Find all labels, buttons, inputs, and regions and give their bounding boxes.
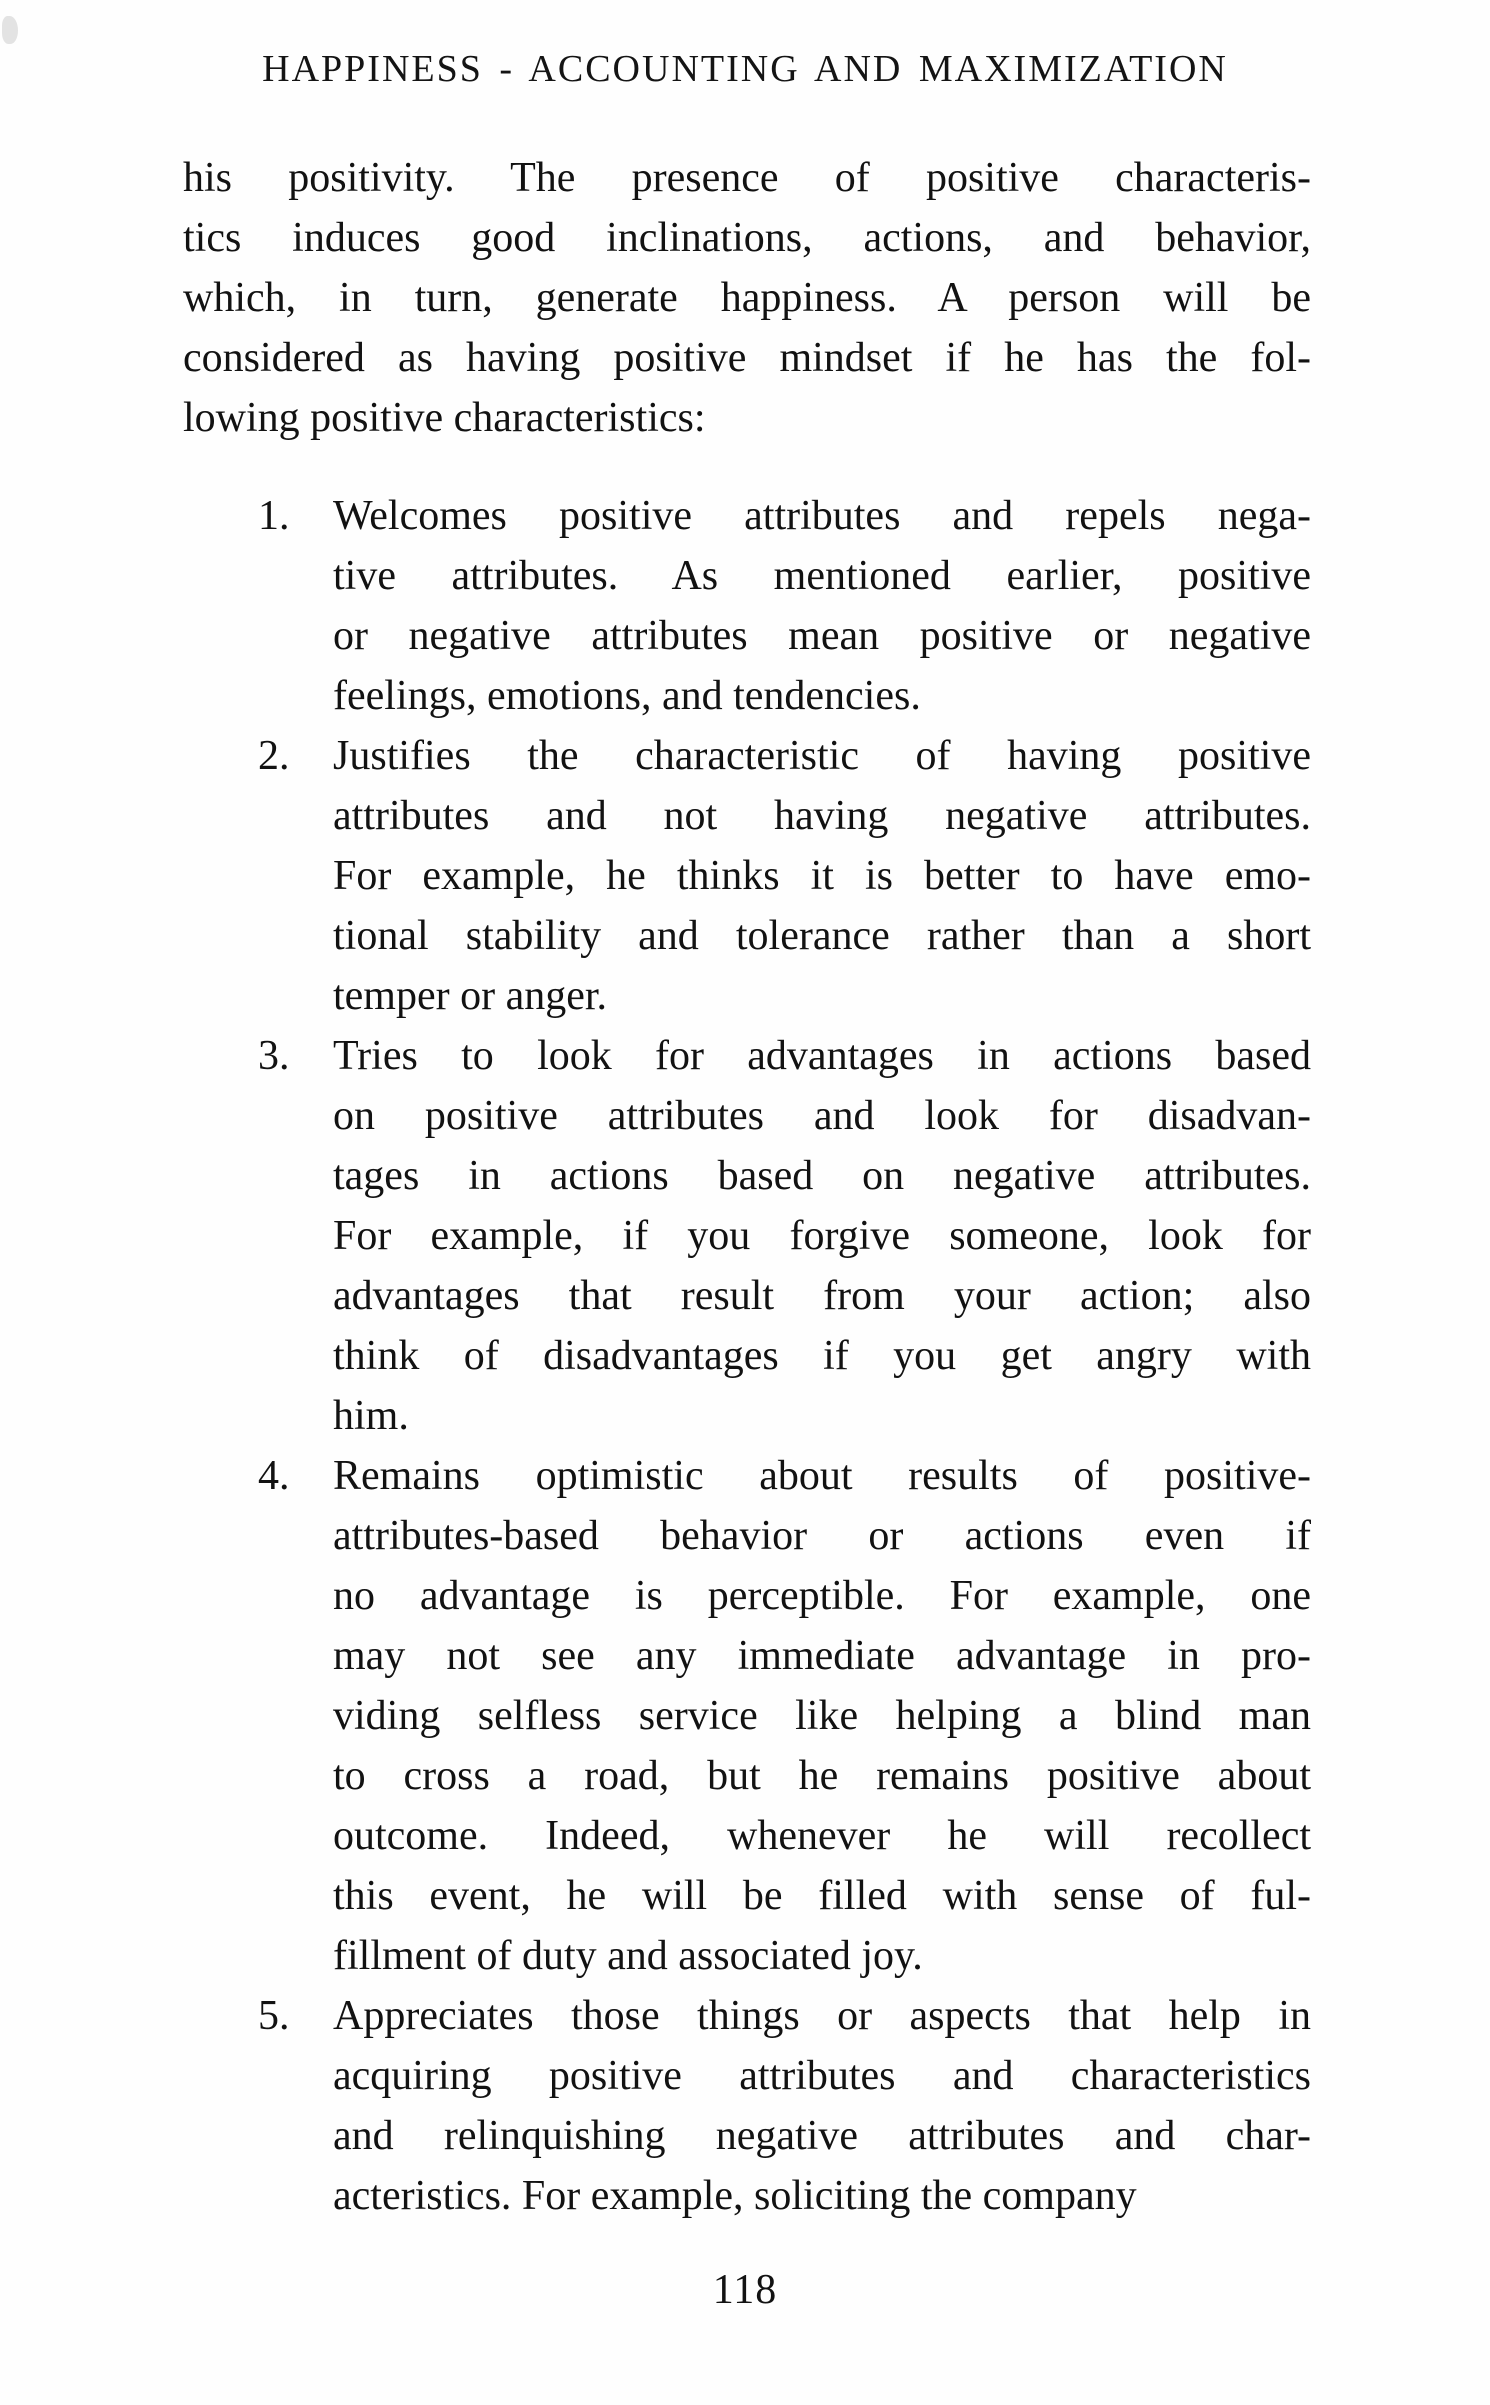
page-number: 118 (712, 2267, 778, 2313)
running-head: HAPPINESS - ACCOUNTING AND MAXIMIZATION (262, 48, 1228, 90)
text-line: tages in actions based on negative attributes. (333, 1153, 1311, 1199)
text-line: feelings, emotions, and tendencies. (333, 673, 921, 719)
list-item (258, 1986, 1311, 2226)
list-item (258, 486, 1311, 726)
text-line: this event, he will be filled with sense of ful- (333, 1873, 1311, 1919)
list-item-text (333, 1446, 1311, 1986)
text-line: advantages that result from your action; also (333, 1273, 1311, 1319)
list-item (258, 1026, 1311, 1446)
text-line: For example, he thinks it is better to have emo- (333, 853, 1311, 899)
text-line: For example, if you forgive someone, look for (333, 1213, 1311, 1259)
characteristics-list (258, 486, 1311, 2226)
text-line: Appreciates those things or aspects that help in (333, 1993, 1311, 2039)
list-item-number: 3. (258, 1033, 290, 1079)
text-line: Welcomes positive attributes and repels nega- (333, 493, 1311, 539)
text-line: which, in turn, generate happiness. A person will be (183, 275, 1311, 321)
text-line: considered as having positive mindset if he has the fol- (183, 335, 1311, 381)
text-line: acquiring positive attributes and characteristics (333, 2053, 1311, 2099)
text-line: attributes-based behavior or actions even if (333, 1513, 1311, 1559)
text-line: lowing positive characteristics: (183, 395, 706, 441)
text-line: think of disadvantages if you get angry with (333, 1333, 1311, 1379)
intro-paragraph (183, 148, 1311, 448)
list-item-text (333, 486, 1311, 726)
text-line: and relinquishing negative attributes and char- (333, 2113, 1311, 2159)
text-line: fillment of duty and associated joy. (333, 1933, 923, 1979)
list-item-number: 2. (258, 733, 290, 779)
text-line: tics induces good inclinations, actions, and behavior, (183, 215, 1311, 261)
text-line: Tries to look for advantages in actions based (333, 1033, 1311, 1079)
text-line: attributes and not having negative attributes. (333, 793, 1311, 839)
list-item-number: 5. (258, 1993, 290, 2039)
text-line: or negative attributes mean positive or negative (333, 613, 1311, 659)
text-line: on positive attributes and look for disadvan- (333, 1093, 1311, 1139)
text-line: to cross a road, but he remains positive about (333, 1753, 1311, 1799)
text-line: outcome. Indeed, whenever he will recollect (333, 1813, 1311, 1859)
list-item-number: 1. (258, 493, 290, 539)
list-item-number: 4. (258, 1453, 290, 1499)
list-item (258, 1446, 1311, 1986)
text-line: Remains optimistic about results of positive- (333, 1453, 1311, 1499)
text-line: temper or anger. (333, 973, 608, 1019)
text-line: no advantage is perceptible. For example, one (333, 1573, 1311, 1619)
text-line: Justifies the characteristic of having positive (333, 733, 1311, 779)
list-item-text (333, 1026, 1311, 1446)
list-item-text (333, 726, 1311, 1026)
text-line: viding selfless service like helping a blind man (333, 1693, 1311, 1739)
list-item-text (333, 1986, 1311, 2226)
text-line: acteristics. For example, soliciting the company (333, 2173, 1137, 2219)
text-line: tive attributes. As mentioned earlier, positive (333, 553, 1311, 599)
text-line: his positivity. The presence of positive characteris- (183, 155, 1311, 201)
text-line: may not see any immediate advantage in pro- (333, 1633, 1311, 1679)
text-line: tional stability and tolerance rather than a short (333, 913, 1311, 959)
scan-artifact (2, 16, 18, 44)
text-line: him. (333, 1393, 409, 1439)
list-item (258, 726, 1311, 1026)
